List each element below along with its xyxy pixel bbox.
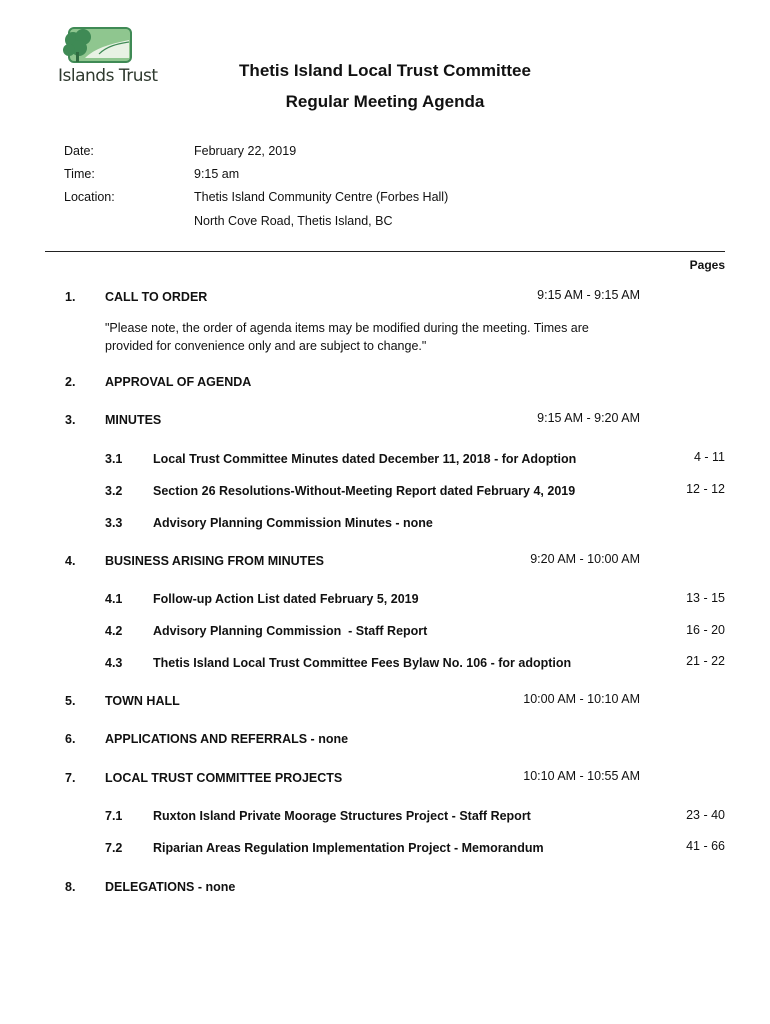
item-title: APPLICATIONS AND REFERRALS - none [105, 732, 349, 746]
logo-wordmark: Islands Trust [58, 66, 158, 86]
item-number: 7. [65, 771, 76, 785]
subitem-title: Thetis Island Local Trust Committee Fees Bylaw No. 106 - for adoption [153, 656, 572, 670]
item-title: TOWN HALL [105, 694, 180, 708]
date-value: February 22, 2019 [194, 144, 297, 158]
item-number: 5. [65, 694, 76, 708]
subitem-pages: 13 - 15 [686, 591, 725, 605]
item-time: 10:10 AM - 10:55 AM [523, 769, 640, 783]
header-divider [45, 251, 725, 252]
item-time: 9:15 AM - 9:20 AM [537, 411, 640, 425]
subitem-title: Follow-up Action List dated February 5, 2019 [153, 592, 419, 606]
subitem-pages: 23 - 40 [686, 808, 725, 822]
subitem-title: Ruxton Island Private Moorage Structures Project - Staff Report [153, 809, 531, 823]
subitem-pages: 41 - 66 [686, 839, 725, 853]
subitem-number: 7.1 [105, 809, 123, 823]
document-title: Thetis Island Local Trust Committee [239, 61, 531, 80]
location-line-1: Thetis Island Community Centre (Forbes Hall) [194, 190, 449, 204]
subitem-pages: 21 - 22 [686, 654, 725, 668]
agenda-note: "Please note, the order of agenda items may be modified during the meeting. Times are provided for convenience only and are subject to change." [105, 321, 589, 353]
subitem-title: Section 26 Resolutions-Without-Meeting Report dated February 4, 2019 [153, 484, 576, 498]
subitem-number: 4.2 [105, 624, 123, 638]
location-label: Location: [64, 190, 115, 204]
item-number: 3. [65, 413, 76, 427]
subitem-title: Riparian Areas Regulation Implementation Project - Memorandum [153, 841, 544, 855]
date-label: Date: [64, 144, 94, 158]
subitem-pages: 4 - 11 [693, 450, 725, 464]
subitem-number: 3.2 [105, 484, 123, 498]
item-number: 2. [65, 375, 76, 389]
subitem-pages: 16 - 20 [686, 623, 725, 637]
subitem-pages: 12 - 12 [686, 482, 725, 496]
pages-column-heading: Pages [689, 258, 725, 272]
item-title: MINUTES [105, 413, 162, 427]
time-label: Time: [64, 167, 95, 181]
subitem-number: 4.1 [105, 592, 123, 606]
subitem-number: 3.1 [105, 452, 123, 466]
subitem-number: 7.2 [105, 841, 123, 855]
subitem-number: 4.3 [105, 656, 123, 670]
item-title: DELEGATIONS - none [105, 880, 236, 894]
item-time: 9:20 AM - 10:00 AM [530, 552, 640, 566]
item-time: 10:00 AM - 10:10 AM [523, 692, 640, 706]
item-title: BUSINESS ARISING FROM MINUTES [105, 554, 324, 568]
item-title: APPROVAL OF AGENDA [105, 375, 252, 389]
document-subtitle: Regular Meeting Agenda [285, 92, 485, 111]
item-number: 6. [65, 732, 76, 746]
item-time: 9:15 AM - 9:15 AM [537, 288, 640, 302]
item-number: 8. [65, 880, 76, 894]
item-title: LOCAL TRUST COMMITTEE PROJECTS [105, 771, 343, 785]
item-title: CALL TO ORDER [105, 290, 208, 304]
item-number: 4. [65, 554, 76, 568]
subitem-title: Advisory Planning Commission - Staff Report [153, 624, 428, 638]
item-number: 1. [65, 290, 76, 304]
subitem-number: 3.3 [105, 516, 123, 530]
subitem-title: Advisory Planning Commission Minutes - none [153, 516, 433, 530]
time-value: 9:15 am [194, 167, 240, 181]
subitem-title: Local Trust Committee Minutes dated December 11, 2018 - for Adoption [153, 452, 577, 466]
location-line-2: North Cove Road, Thetis Island, BC [194, 214, 393, 228]
